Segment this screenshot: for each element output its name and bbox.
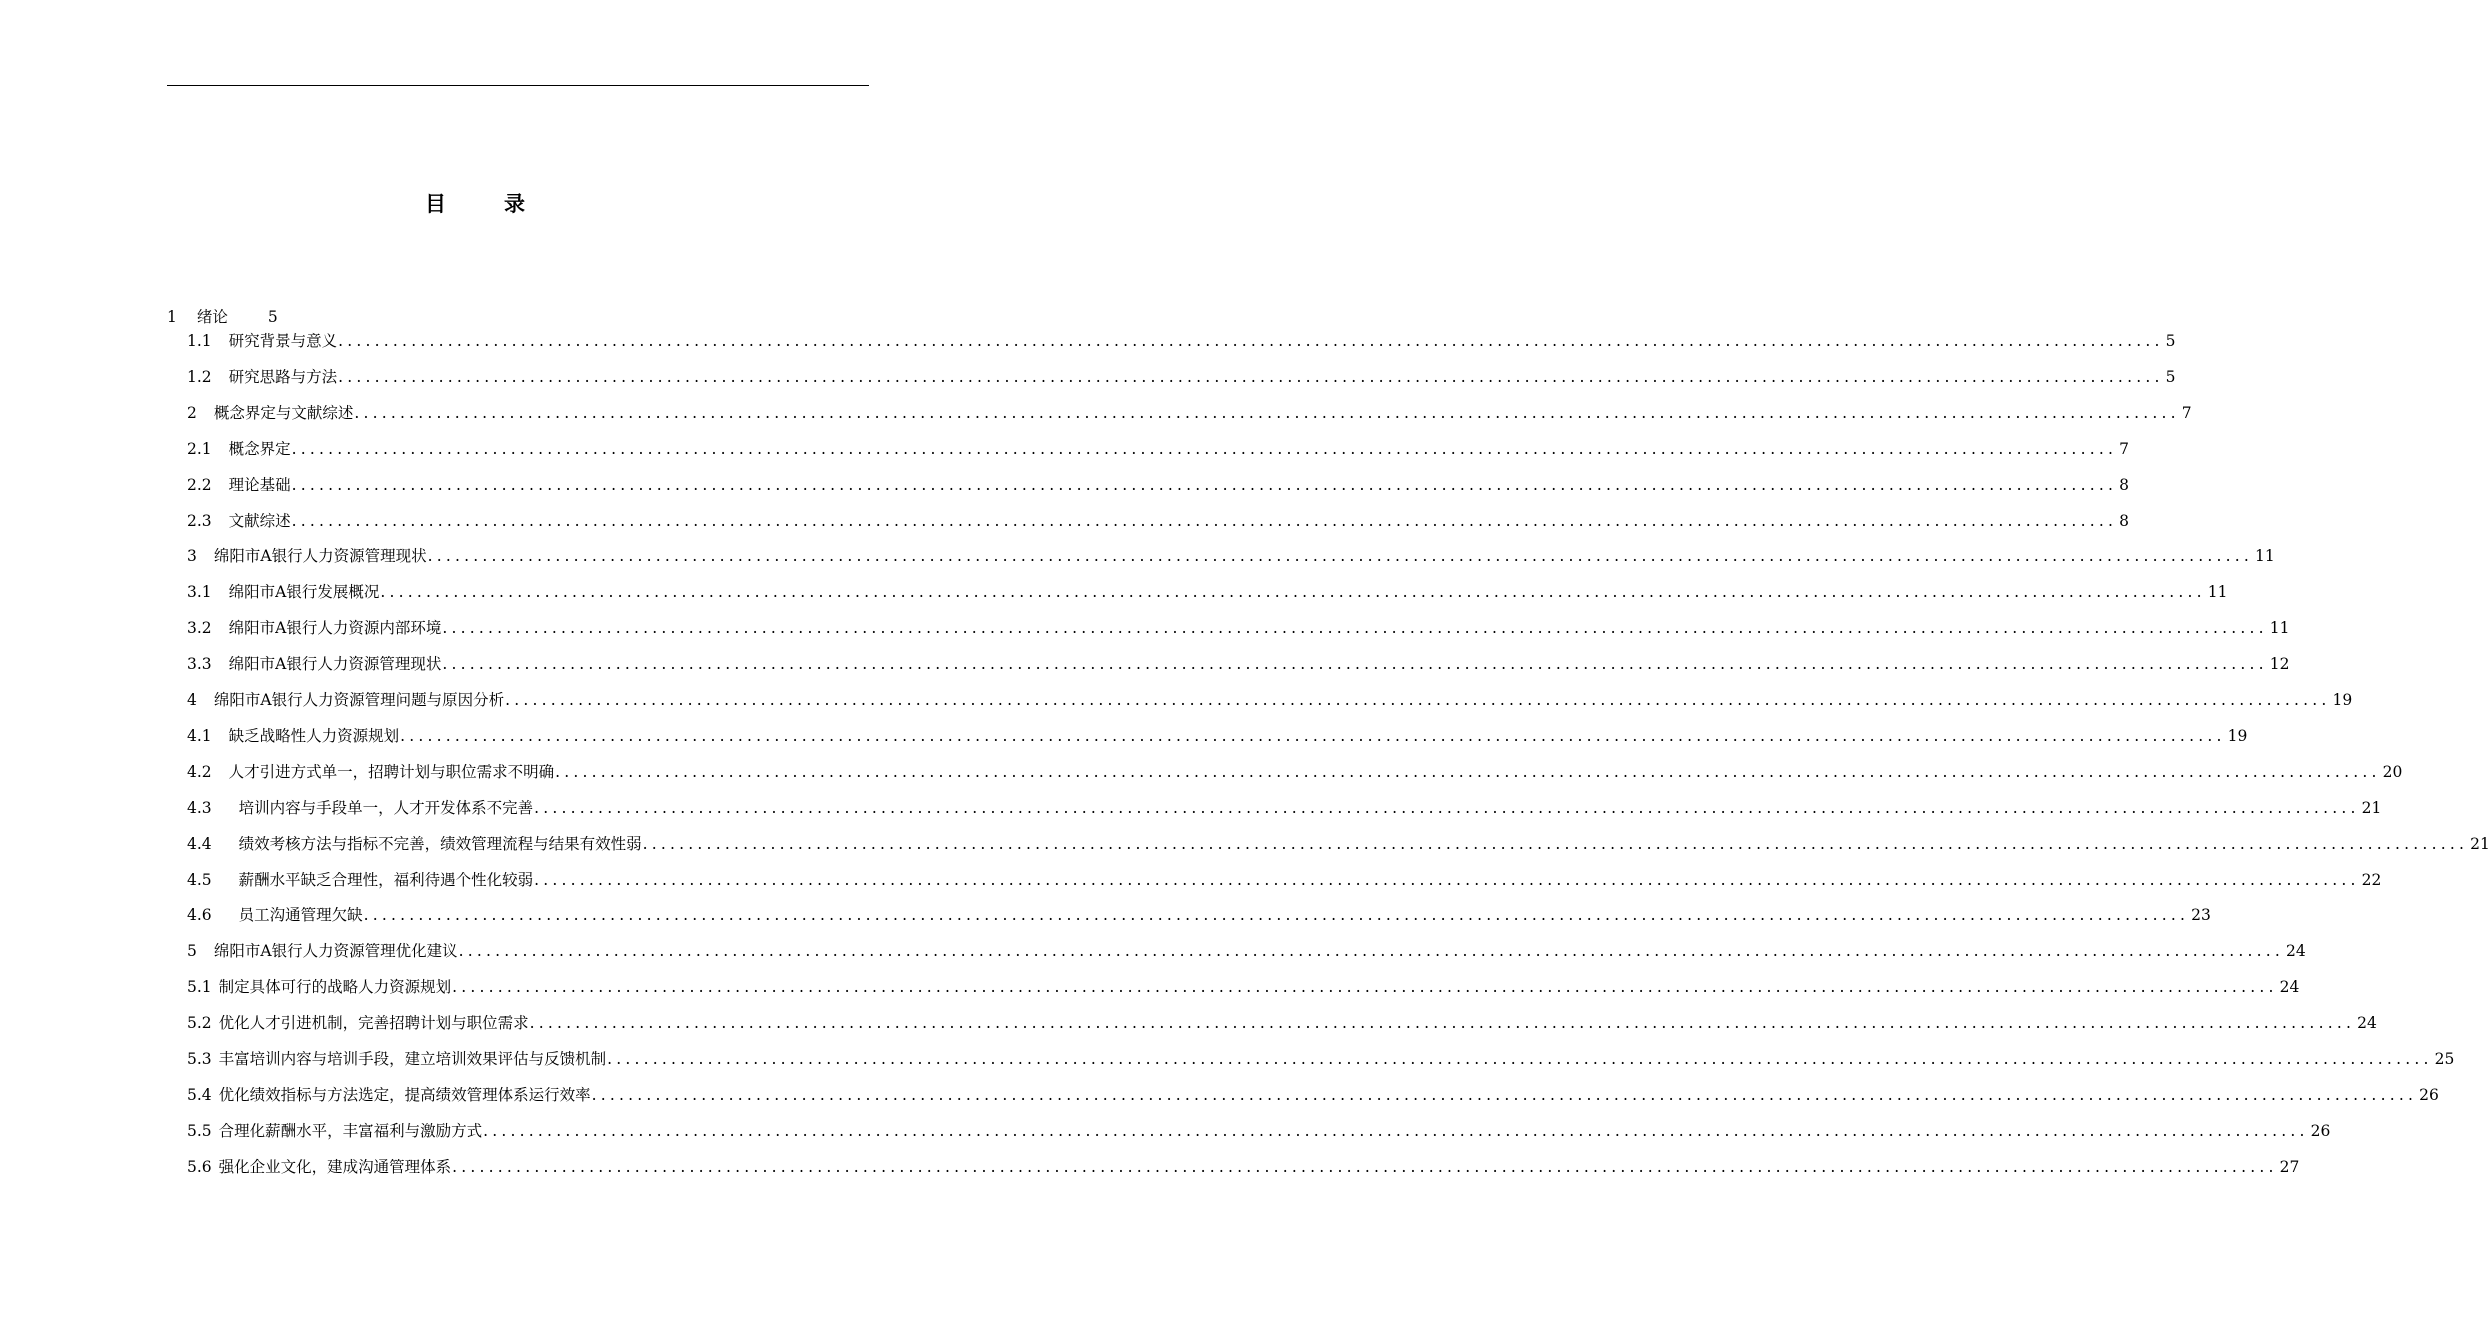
toc-entry-label: 文献综述 [228, 511, 291, 530]
toc-entry[interactable] [167, 616, 2290, 640]
toc-entry[interactable] [167, 652, 2290, 676]
toc-entry-page: 8 [2119, 475, 2129, 494]
toc-entry[interactable] [167, 365, 2176, 389]
toc-entry-label: 绵阳市A银行人力资源管理优化建议 [213, 942, 458, 961]
toc-entry-number: 4.5 [187, 870, 212, 889]
toc-entry[interactable] [167, 473, 2129, 497]
toc-entry-number: 4 [187, 691, 197, 709]
header-rule [167, 85, 869, 86]
toc-entry-number: 4.6 [187, 906, 212, 925]
toc-leader-dots: ........................................................................................................................................................................................................ [555, 762, 2381, 781]
toc-entry-chapter-1[interactable] [167, 305, 869, 329]
toc-entry[interactable] [167, 580, 2228, 604]
toc-leader-dots: ........................................................................................................................................................................................................ [380, 583, 2206, 602]
toc-entry-label: 概念界定与文献综述 [213, 403, 354, 422]
toc-entry-page: 11 [2254, 547, 2275, 566]
toc-entry-page: 5 [267, 308, 278, 326]
toc-leader-dots: ........................................................................................................................................................................................................ [291, 439, 2118, 458]
toc-title [0, 188, 950, 218]
toc-entry[interactable] [167, 401, 2192, 425]
toc-entry-number: 5.4 [187, 1085, 212, 1104]
toc-entry[interactable] [167, 975, 2300, 999]
toc-entry-page: 26 [2310, 1121, 2331, 1140]
toc-leader-dots: ........................................................................................................................................................................................................ [442, 619, 2268, 638]
toc-entry-label: 培训内容与手段单一，人才开发体系不完善 [238, 798, 534, 817]
toc-leader-dots: ........................................................................................................................................................................................................ [291, 475, 2118, 494]
toc-leader-dots: ........................................................................................................................................................................................................ [642, 834, 2469, 853]
toc-entry-number: 5.1 [187, 978, 212, 997]
toc-entry-label: 制定具体可行的战略人力资源规划 [218, 978, 452, 997]
toc-entry[interactable] [167, 1011, 2377, 1035]
toc-entry[interactable] [167, 1155, 2300, 1179]
toc-entry-label: 合理化薪酬水平，丰富福利与激励方式 [218, 1121, 483, 1140]
toc-entry-page: 24 [2357, 1014, 2377, 1033]
toc-entry[interactable] [167, 1119, 2331, 1143]
toc-entry-page: 5 [2165, 332, 2176, 350]
toc-entry[interactable] [167, 1047, 2455, 1071]
toc-entry[interactable] [167, 868, 2382, 892]
toc-entry-number: 3.3 [187, 655, 212, 674]
toc-entry-page: 12 [2269, 655, 2290, 674]
toc-entry[interactable] [167, 1083, 2439, 1107]
toc-entry-number: 4.3 [187, 798, 212, 817]
toc-entry[interactable] [167, 688, 2353, 712]
toc-leader-dots: ........................................................................................................................................................................................................ [452, 1157, 2278, 1176]
toc-entry-label: 薪酬水平缺乏合理性，福利待遇个性化较弱 [238, 870, 534, 889]
toc-leader-dots: ........................................................................................................................................................................................................ [534, 870, 2360, 889]
toc-entry-label: 概念界定 [228, 439, 291, 458]
toc-entry-label: 理论基础 [228, 475, 291, 494]
toc-entry-page: 5 [2165, 367, 2176, 386]
toc-entry-page: 20 [2382, 762, 2403, 781]
toc-leader-dots: ........................................................................................................................................................................................................ [427, 547, 2253, 566]
toc-leader-dots: ........................................................................................................................................................................................................ [452, 978, 2278, 997]
toc-entry-label: 研究背景与意义 [228, 332, 338, 350]
toc-entry-number: 5.6 [187, 1157, 212, 1176]
toc-entry-number: 1.1 [187, 332, 212, 350]
toc-leader-dots: ........................................................................................................................................................................................................ [591, 1085, 2418, 1104]
toc-entry-number: 2.2 [187, 475, 212, 494]
toc-entry-number: 3 [187, 547, 197, 566]
toc-entry-number: 2.3 [187, 511, 212, 530]
toc-entry-label: 绪论 [196, 308, 228, 326]
toc-entry-number: 4.4 [187, 834, 212, 853]
toc-entry-page: 7 [2181, 403, 2192, 422]
toc-entry-label: 员工沟通管理欠缺 [238, 906, 363, 925]
toc-entry-page: 21 [2361, 798, 2382, 817]
toc-leader-dots: ........................................................................................................................................................................................................ [291, 511, 2118, 530]
toc-entry-page: 22 [2361, 870, 2382, 889]
toc-leader-dots: ........................................................................................................................................................................................................ [442, 655, 2268, 674]
toc-leader-dots: ........................................................................................................................................................................................................ [534, 798, 2360, 817]
toc-leader-dots: ........................................................................................................................................................................................................ [363, 906, 2190, 925]
toc-entry-page: 8 [2119, 511, 2129, 530]
toc-entry-page: 23 [2191, 906, 2211, 925]
toc-entry-page: 25 [2434, 1050, 2455, 1068]
toc-entry-number: 3.1 [187, 583, 212, 602]
toc-entry-number: 2 [187, 403, 197, 422]
toc-entry-page: 24 [2279, 978, 2300, 997]
toc-leader-dots: ........................................................................................................................................................................................................ [607, 1050, 2433, 1068]
toc-entry-number: 5 [187, 942, 197, 961]
toc-entry-number: 1.2 [187, 367, 212, 386]
toc-entry-label: 缺乏战略性人力资源规划 [228, 726, 400, 745]
toc-entry-label: 优化绩效指标与方法选定，提高绩效管理体系运行效率 [218, 1085, 591, 1104]
toc-entry[interactable] [167, 437, 2129, 461]
toc-entry-number: 4.2 [187, 762, 212, 781]
toc-entry[interactable] [167, 939, 2306, 963]
toc-entry-number: 5.3 [187, 1050, 212, 1068]
toc-entry[interactable] [167, 329, 2176, 353]
toc-entry[interactable] [167, 544, 2275, 568]
toc-entry-page: 27 [2279, 1157, 2300, 1176]
toc-leader-dots: ........................................................................................................................................................................................................ [505, 691, 2331, 709]
toc-entry-number: 3.2 [187, 619, 212, 638]
toc-entry-number: 5.2 [187, 1014, 212, 1033]
toc-leader-dots: ........................................................................................................................................................................................................ [338, 332, 2164, 350]
toc-entry-number: 1 [167, 308, 177, 326]
toc-entry-label: 绵阳市A银行发展概况 [228, 583, 380, 602]
toc-entry-label: 人才引进方式单一，招聘计划与职位需求不明确 [228, 762, 555, 781]
toc-entry[interactable] [167, 760, 2403, 784]
toc-entry-page: 21 [2470, 834, 2490, 853]
toc-entry-label: 绵阳市A银行人力资源管理现状 [213, 547, 427, 566]
toc-entry[interactable] [167, 509, 2129, 533]
toc-entry-label: 绵阳市A银行人力资源管理现状 [228, 655, 442, 674]
toc-entry-page: 19 [2227, 726, 2248, 745]
toc-entry-page: 19 [2332, 691, 2353, 709]
toc-entry[interactable] [167, 832, 2490, 856]
toc-leader-dots: ........................................................................................................................................................................................................ [458, 942, 2284, 961]
toc-entry[interactable] [167, 724, 2248, 748]
toc-leader-dots: ........................................................................................................................................................................................................ [400, 726, 2226, 745]
toc-entry-page: 11 [2269, 619, 2290, 638]
toc-entry[interactable] [167, 903, 2211, 927]
toc-entry-label: 优化人才引进机制，完善招聘计划与职位需求 [218, 1014, 529, 1033]
toc-entry-page: 26 [2419, 1085, 2439, 1104]
toc-entry-label: 绵阳市A银行人力资源管理问题与原因分析 [213, 691, 505, 709]
toc-entry-label: 强化企业文化，建成沟通管理体系 [218, 1157, 452, 1176]
toc-entry-label: 研究思路与方法 [228, 367, 338, 386]
toc-leader-dots: ........................................................................................................................................................................................................ [529, 1014, 2356, 1033]
toc-entry[interactable] [167, 796, 2382, 820]
toc-entry-number: 4.1 [187, 726, 212, 745]
toc-entry-label: 绵阳市A银行人力资源内部环境 [228, 619, 442, 638]
toc-entry-label: 丰富培训内容与培训手段，建立培训效果评估与反馈机制 [218, 1050, 607, 1068]
toc-entry-page: 24 [2285, 942, 2306, 961]
toc-entry-number: 5.5 [187, 1121, 212, 1140]
toc-leader-dots: ........................................................................................................................................................................................................ [338, 367, 2164, 386]
toc-entry-label: 绩效考核方法与指标不完善，绩效管理流程与结果有效性弱 [238, 834, 642, 853]
toc-title-part1: 目 [425, 192, 446, 216]
toc-entry-number: 2.1 [187, 439, 212, 458]
toc-leader-dots: ........................................................................................................................................................................................................ [483, 1121, 2309, 1140]
toc-entry-page: 11 [2207, 583, 2228, 602]
toc-title-part2: 录 [504, 192, 525, 216]
toc-leader-dots: ........................................................................................................................................................................................................ [354, 403, 2180, 422]
toc-entry-page: 7 [2119, 439, 2129, 458]
